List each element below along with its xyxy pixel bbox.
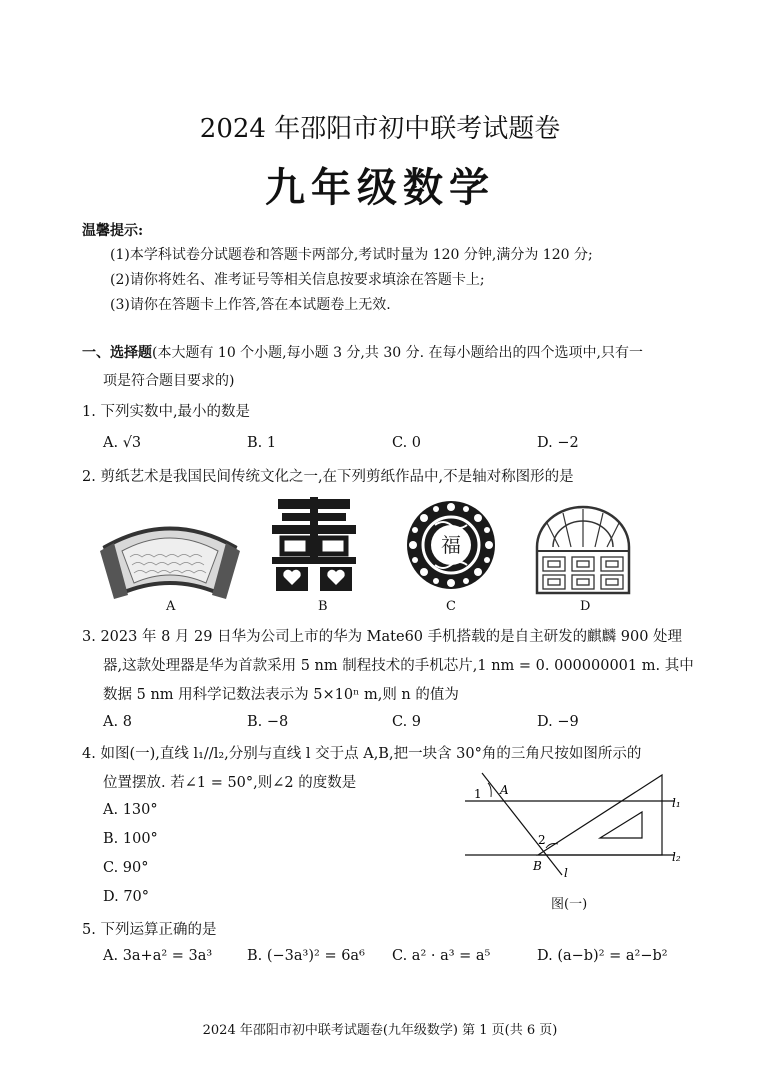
q4-option-c: C. 90°	[103, 860, 149, 876]
q5-option-d: D. (a−b)² = a²−b²	[537, 948, 668, 964]
line-l1-label: l₁	[672, 796, 681, 810]
page-footer: 2024 年邵阳市初中联考试题卷(九年级数学) 第 1 页(共 6 页)	[202, 1023, 558, 1038]
q3-line1: 3. 2023 年 8 月 29 日华为公司上市的华为 Mate60 手机搭载的是自主研发的麒麟 900 处理	[82, 629, 683, 645]
exam-title: 2024 年邵阳市初中联考试题卷	[199, 114, 561, 144]
q2-label-c: C	[446, 599, 456, 614]
point-b-label: B	[533, 859, 542, 873]
q4-geometry-figure	[460, 770, 690, 880]
q5-stem: 5. 下列运算正确的是	[82, 922, 217, 938]
q3-option-b: B. −8	[247, 714, 289, 730]
tip-item-2: (2)请你将姓名、准考证号等相关信息按要求填涂在答题卡上;	[110, 272, 485, 288]
angle2-label: 2	[538, 833, 546, 847]
q3-option-a: A. 8	[103, 714, 132, 730]
q5-option-b: B. (−3a³)² = 6a⁶	[247, 948, 365, 964]
q5-option-a: A. 3a+a² = 3a³	[103, 948, 213, 964]
line-l-label: l	[564, 866, 568, 880]
q2-label-a: A	[166, 599, 176, 614]
q3-line2: 器,这款处理器是华为首款采用 5 nm 制程技术的手机芯片,1 nm = 0. 000000001 m. 其中	[103, 658, 694, 674]
papercut-double-happiness-figure	[272, 497, 356, 592]
point-a-label: A	[500, 783, 509, 797]
q4-line1: 4. 如图(一),直线 l₁//l₂,分别与直线 l 交于点 A,B,把一块含 30°角的三角尺按如图所示的	[82, 746, 642, 762]
line-l2-label: l₂	[672, 850, 681, 864]
q3-line3: 数据 5 nm 用科学记数法表示为 5×10ⁿ m,则 n 的值为	[103, 687, 459, 703]
q2-label-d: D	[580, 599, 591, 614]
q1-option-d: D. −2	[537, 435, 579, 451]
q4-line2: 位置摆放. 若∠1 = 50°,则∠2 的度数是	[103, 775, 357, 791]
q1-option-b: B. 1	[247, 435, 277, 451]
q2-label-b: B	[318, 599, 328, 614]
papercut-fu-circle-figure	[405, 499, 497, 591]
q4-figure-caption: 图(一)	[551, 897, 588, 912]
section-heading	[82, 342, 643, 362]
q1-stem: 1. 下列实数中,最小的数是	[82, 404, 251, 420]
angle1-label: 1	[474, 787, 482, 801]
q2-stem: 2. 剪纸艺术是我国民间传统文化之一,在下列剪纸作品中,不是轴对称图形的是	[82, 469, 574, 485]
papercut-fan-figure	[100, 505, 240, 600]
fu-character: 福	[441, 533, 461, 557]
tips-heading: 温馨提示:	[82, 223, 144, 239]
section-desc-line2: 项是符合题目要求的)	[103, 373, 235, 389]
papercut-window-figure	[535, 507, 631, 595]
q4-option-a: A. 130°	[103, 802, 158, 818]
subject-title: 九年级数学	[265, 164, 495, 211]
section-label: 一、选择题	[82, 345, 152, 361]
tip-item-1: (1)本学科试卷分试题卷和答题卡两部分,考试时量为 120 分钟,满分为 120 分;	[110, 247, 593, 263]
section-desc-line1: (本大题有 10 个小题,每小题 3 分,共 30 分. 在每小题给出的四个选项中,只有一	[152, 345, 643, 361]
q4-option-b: B. 100°	[103, 831, 158, 847]
q3-option-c: C. 9	[392, 714, 422, 730]
q5-option-c: C. a² · a³ = a⁵	[392, 948, 491, 964]
q1-option-c: C. 0	[392, 435, 422, 451]
q4-option-d: D. 70°	[103, 889, 150, 905]
q3-option-d: D. −9	[537, 714, 579, 730]
q1-option-a: A. √3	[103, 435, 142, 451]
tip-item-3: (3)请你在答题卡上作答,答在本试题卷上无效.	[110, 297, 391, 313]
